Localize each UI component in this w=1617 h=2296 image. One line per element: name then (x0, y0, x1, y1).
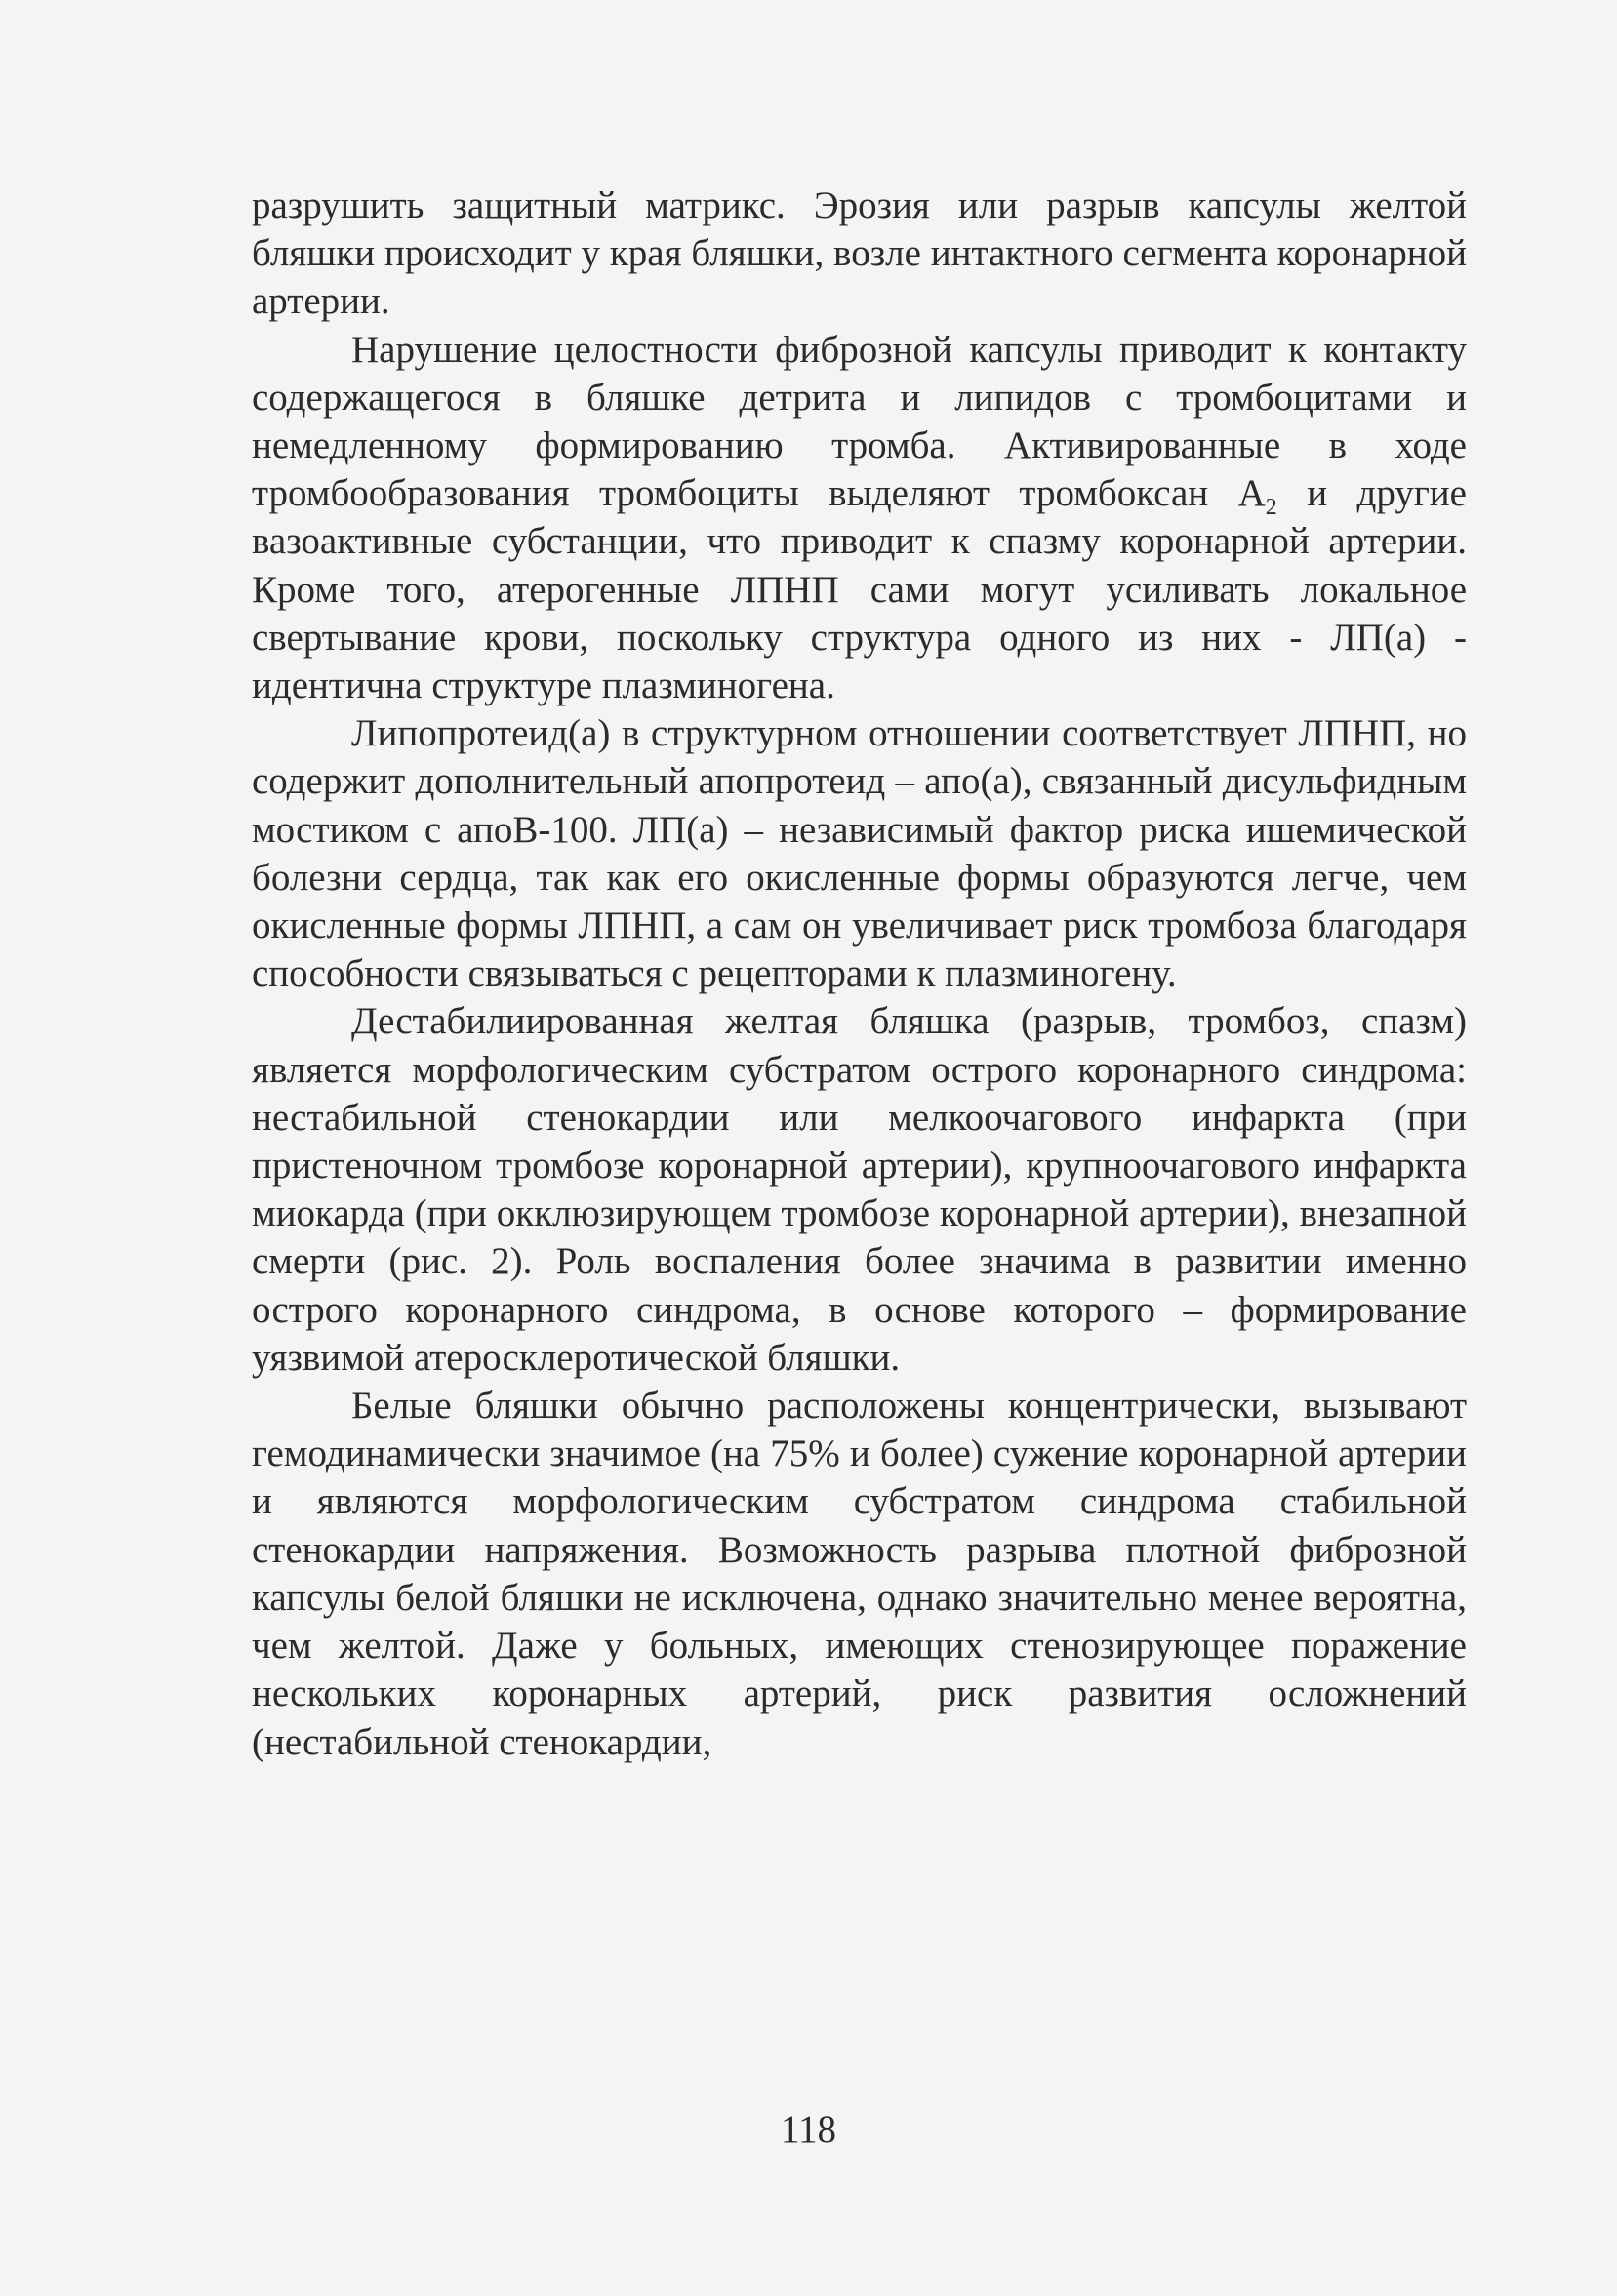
body-text (252, 181, 1467, 1766)
paragraph-2-text-before: Нарушение целостности фиброзной капсулы приводит к контакту содержащегося в бляшке детрита и липидов с тромбоцитами и немедленному формированию тромба. Активированные в ходе тромбообразования тромбоциты выделяют тромбоксан А (252, 328, 1467, 515)
paragraph-2 (252, 326, 1467, 710)
page-number: 118 (780, 2109, 837, 2151)
paragraph-1: разрушить защитный матрикс. Эрозия или разрыв капсулы желтой бляшки происходит у края бляшки, возле интактного сегмента коронарной артерии. (252, 184, 1467, 323)
paragraph-2-text-after: и другие вазоактивные субстанции, что приводит к спазму коронарной артерии. Кроме того, атерогенные ЛПНП сами могут усиливать локальное свертывание крови, поскольку структура одного из них - ЛП(а) - идентична структуре плазминогена. (252, 472, 1467, 707)
paragraph-5: Белые бляшки обычно расположены концентрически, вызывают гемодинамически значимое (на 75% и более) сужение коронарной артерии и являются морфологическим субстратом синдрома стабильной стенокардии напряжения. Возможность разрыва плотной фиброзной капсулы белой бляшки не исключена, однако значительно менее вероятна, чем желтой. Даже у больных, имеющих стенозирующее поражение нескольких коронарных артерий, риск развития осложнений (нестабильной стенокардии, (252, 1385, 1467, 1763)
paragraph-3: Липопротеид(а) в структурном отношении соответствует ЛПНП, но содержит дополнительный апопротеид – апо(а), связанный дисульфидным мостиком с апоВ-100. ЛП(а) – независимый фактор риска ишемической болезни сердца, так как его окисленные формы образуются легче, чем окисленные формы ЛПНП, а сам он увеличивает риск тромбоза благодаря способности связываться с рецепторами к плазминогену. (252, 712, 1467, 995)
paragraph-4: Дестабилиированная желтая бляшка (разрыв, тромбоз, спазм) является морфологическим субстратом острого коронарного синдрома: нестабильной стенокардии или мелкоочагового инфаркта (при пристеночном тромбозе коронарной артерии), крупноочагового инфаркта миокарда (при окклюзирующем тромбозе коронарной артерии), внезапной смерти (рис. 2). Роль воспаления более значима в развитии именно острого коронарного синдрома, в основе которого – формирование уязвимой атеросклеротической бляшки. (252, 1000, 1467, 1379)
paragraph-2-subscript: 2 (1265, 495, 1277, 521)
